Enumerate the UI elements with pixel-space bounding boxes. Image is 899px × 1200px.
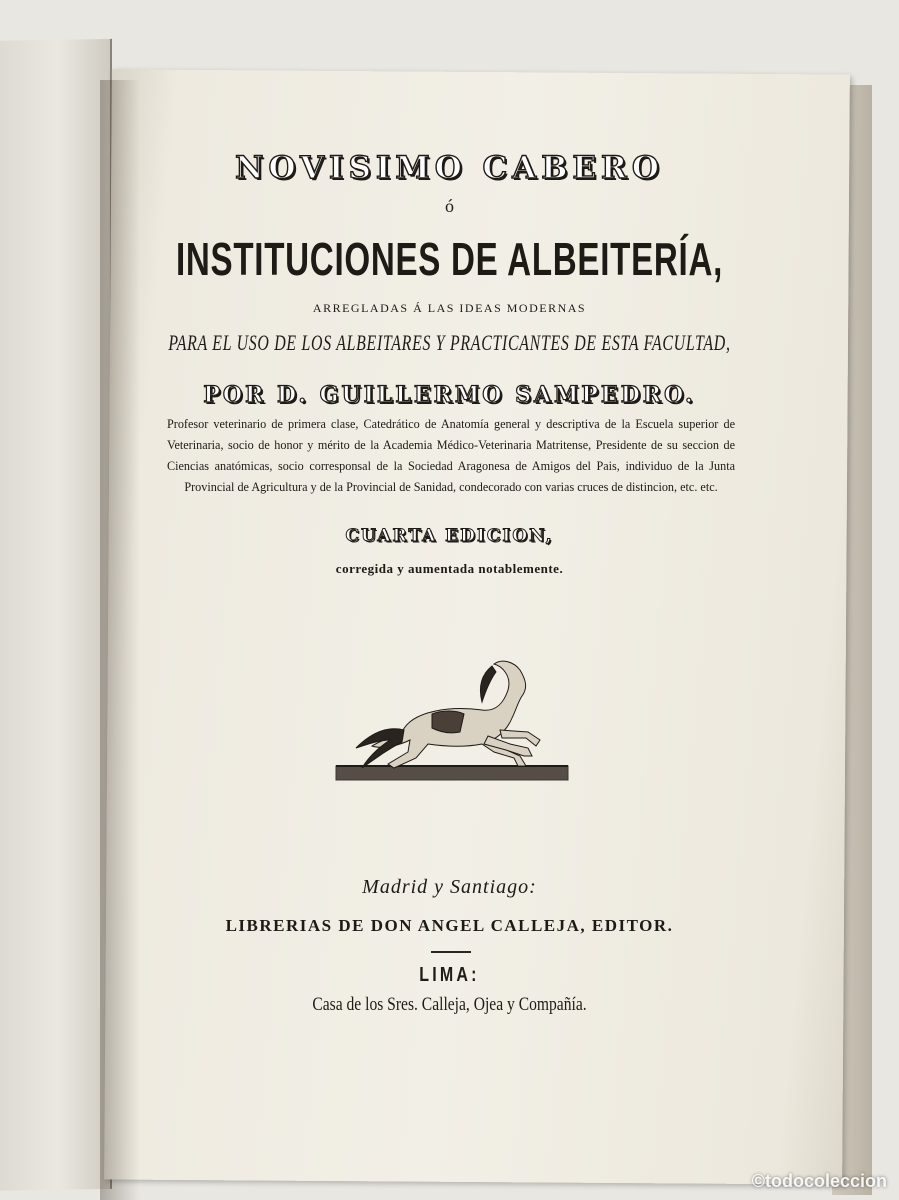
title-line-2: INSTITUCIONES DE ALBEITERÍA,: [175, 233, 724, 285]
subtitle-purpose: PARA EL USO DE LOS ALBEITARES Y PRACTICANTES DE ESTA FACULTAD,: [168, 330, 731, 355]
publisher-line: LIBRERIAS DE DON ANGEL CALLEJA, EDITOR.: [225, 916, 674, 935]
author-credentials: Profesor veterinario de primera clase, Catedrático de Anatomía general y descriptiva de la Escuela superior de Veterinaria, socio de honor y mérito de la Academia Médico-Veterinaria Matritense, Presidente de su seccion de Ciencias anatómicas, socio corresponsal de la Sociedad Aragonesa de Amigos del Pais, individuo de la Junta Provincial de Agricultura y de la Provincial de Sanidad, condecorado con varias cruces de distincion, etc. etc.: [167, 417, 735, 494]
author-line: POR D. GUILLERMO SAMPEDRO.: [203, 382, 696, 408]
title-conjunction: ó: [445, 196, 454, 216]
watermark: ©todocoleccion: [751, 1171, 887, 1191]
edition-line: CUARTA EDICION,: [345, 526, 554, 546]
subtitle-arranged: ARREGLADAS Á LAS IDEAS MODERNAS: [312, 301, 587, 315]
horse-engraving: [332, 640, 572, 790]
city-line: LIMA:: [419, 964, 480, 986]
place-handwritten: Madrid y Santiago:: [362, 876, 537, 898]
title-line-1: NOVISIMO CABERO: [235, 150, 664, 186]
divider-rule: [431, 951, 471, 953]
agent-line: Casa de los Sres. Calleja, Ojea y Compañía.: [312, 994, 587, 1015]
edition-note: corregida y aumentada notablemente.: [335, 561, 564, 576]
